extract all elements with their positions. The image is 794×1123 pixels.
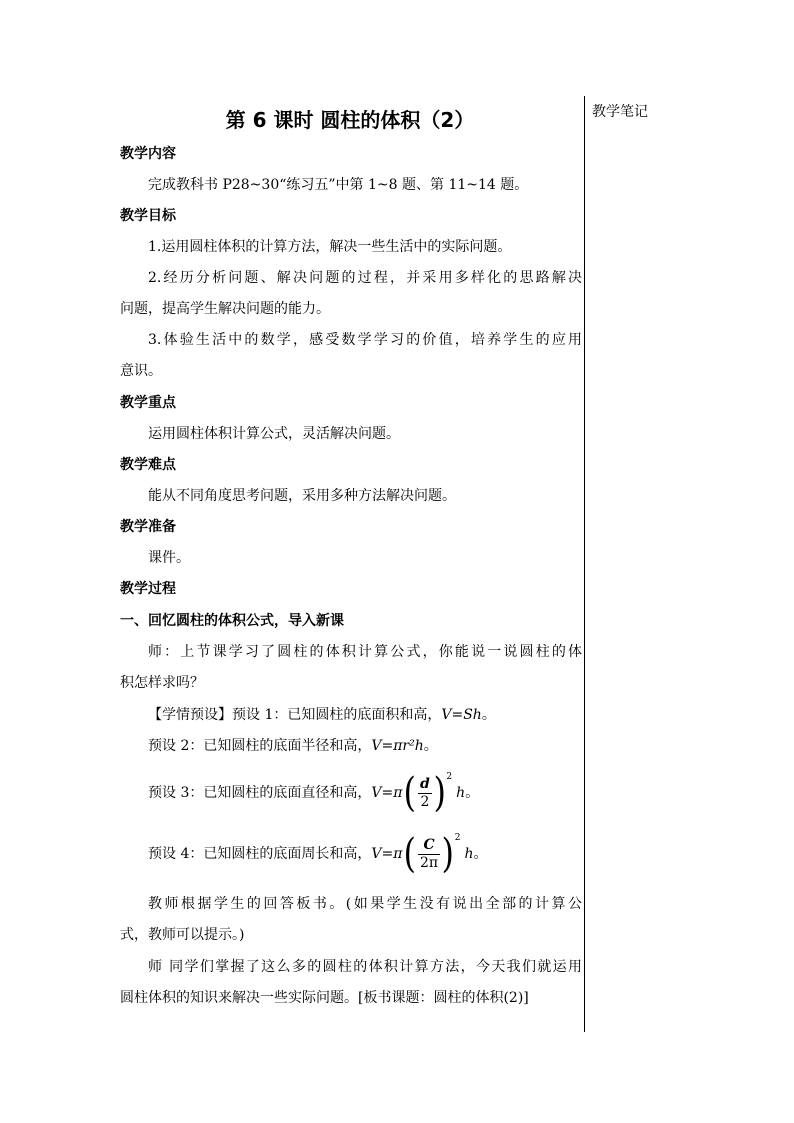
- preset-4-denominator: 2π: [420, 854, 439, 871]
- paragraph-1-line-2: 积怎样求吗？: [120, 675, 204, 691]
- content-text: 完成教科书 P28~30“练习五”中第 1~8 题、第 11~14 题。: [148, 177, 529, 193]
- preset-4-fraction: [418, 837, 440, 872]
- preset-4-lhs: V=π: [371, 846, 403, 862]
- notes-column-divider: [584, 96, 585, 1032]
- preset-3-exponent: 2: [446, 772, 453, 782]
- goal-3-line-2: 意识。: [120, 363, 162, 379]
- preset-3-period: 。: [465, 785, 480, 801]
- preset-4-text: 预设 4：已知圆柱的底面周长和高，: [148, 846, 372, 862]
- goal-2-line-1: 2.经历分析问题、解决问题的过程，并采用多样化的思路解决: [148, 270, 582, 286]
- heading-goals: 教学目标: [120, 208, 176, 224]
- preset-1-period: 。: [481, 707, 496, 723]
- preset-3-denominator: 2: [420, 793, 430, 810]
- paragraph-3-line-2: 圆柱体积的知识来解决一些实际问题。[板书课题：圆柱的体积(2)]: [120, 990, 529, 1006]
- left-paren-icon: (: [403, 770, 417, 816]
- preset-3-text: 预设 3：已知圆柱的底面直径和高，: [148, 785, 372, 801]
- goal-2-line-2: 问题，提高学生解决问题的能力。: [120, 301, 330, 317]
- paragraph-3-line-1: 师 同学们掌握了这么多的圆柱的体积计算方法，今天我们就运用: [148, 959, 582, 975]
- page-title: 第 6 课时 圆柱的体积（2）: [225, 108, 475, 132]
- preset-3-fraction: [418, 776, 432, 811]
- preset-2-formula: V=πr²h: [371, 738, 424, 754]
- goal-1: 1.运用圆柱体积的计算方法，解决一些生活中的实际问题。: [148, 239, 512, 255]
- difficulty-text: 能从不同角度思考问题，采用多种方法解决问题。: [148, 488, 456, 504]
- preset-1-text: 【学情预设】预设 1：已知圆柱的底面积和高，: [148, 707, 442, 723]
- preset-3: [148, 772, 582, 814]
- preset-2: [148, 736, 582, 756]
- heading-content: 教学内容: [120, 146, 176, 162]
- paragraph-2-line-2: 式，教师可以提示。): [120, 927, 245, 943]
- heading-process: 教学过程: [120, 581, 176, 597]
- heading-difficulty: 教学难点: [120, 457, 176, 473]
- preset-4: [148, 833, 582, 875]
- preset-4-period: 。: [473, 846, 488, 862]
- section-1-heading: 一、回忆圆柱的体积公式，导入新课: [120, 613, 344, 629]
- preparation-text: 课件。: [148, 550, 190, 566]
- preset-3-numerator: d: [420, 775, 430, 792]
- preset-3-tail: h: [456, 785, 466, 801]
- heading-key-point: 教学重点: [120, 395, 176, 411]
- right-paren-icon: ): [441, 831, 455, 877]
- goal-3-line-1: 3.体验生活中的数学，感受数学学习的价值，培养学生的应用: [148, 332, 582, 348]
- right-paren-icon: ): [433, 770, 446, 816]
- paragraph-1-line-1: 师：上节课学习了圆柱的体积计算公式，你能说一说圆柱的体: [148, 644, 582, 660]
- preset-1: [148, 705, 582, 725]
- left-paren-icon: (: [403, 831, 417, 877]
- preset-2-text: 预设 2：已知圆柱的底面半径和高，: [148, 738, 372, 754]
- preset-2-period: 。: [423, 738, 438, 754]
- preset-3-lhs: V=π: [371, 785, 403, 801]
- heading-preparation: 教学准备: [120, 519, 176, 535]
- preset-4-numerator: C: [418, 837, 440, 855]
- preset-4-exponent: 2: [454, 833, 461, 843]
- preset-4-tail: h: [464, 846, 474, 862]
- paragraph-2-line-1: 教师根据学生的回答板书。(如果学生没有说出全部的计算公: [148, 896, 582, 912]
- preset-1-formula: V=Sh: [441, 707, 482, 723]
- key-point-text: 运用圆柱体积计算公式，灵活解决问题。: [148, 426, 400, 442]
- notes-label: 教学笔记: [592, 104, 648, 120]
